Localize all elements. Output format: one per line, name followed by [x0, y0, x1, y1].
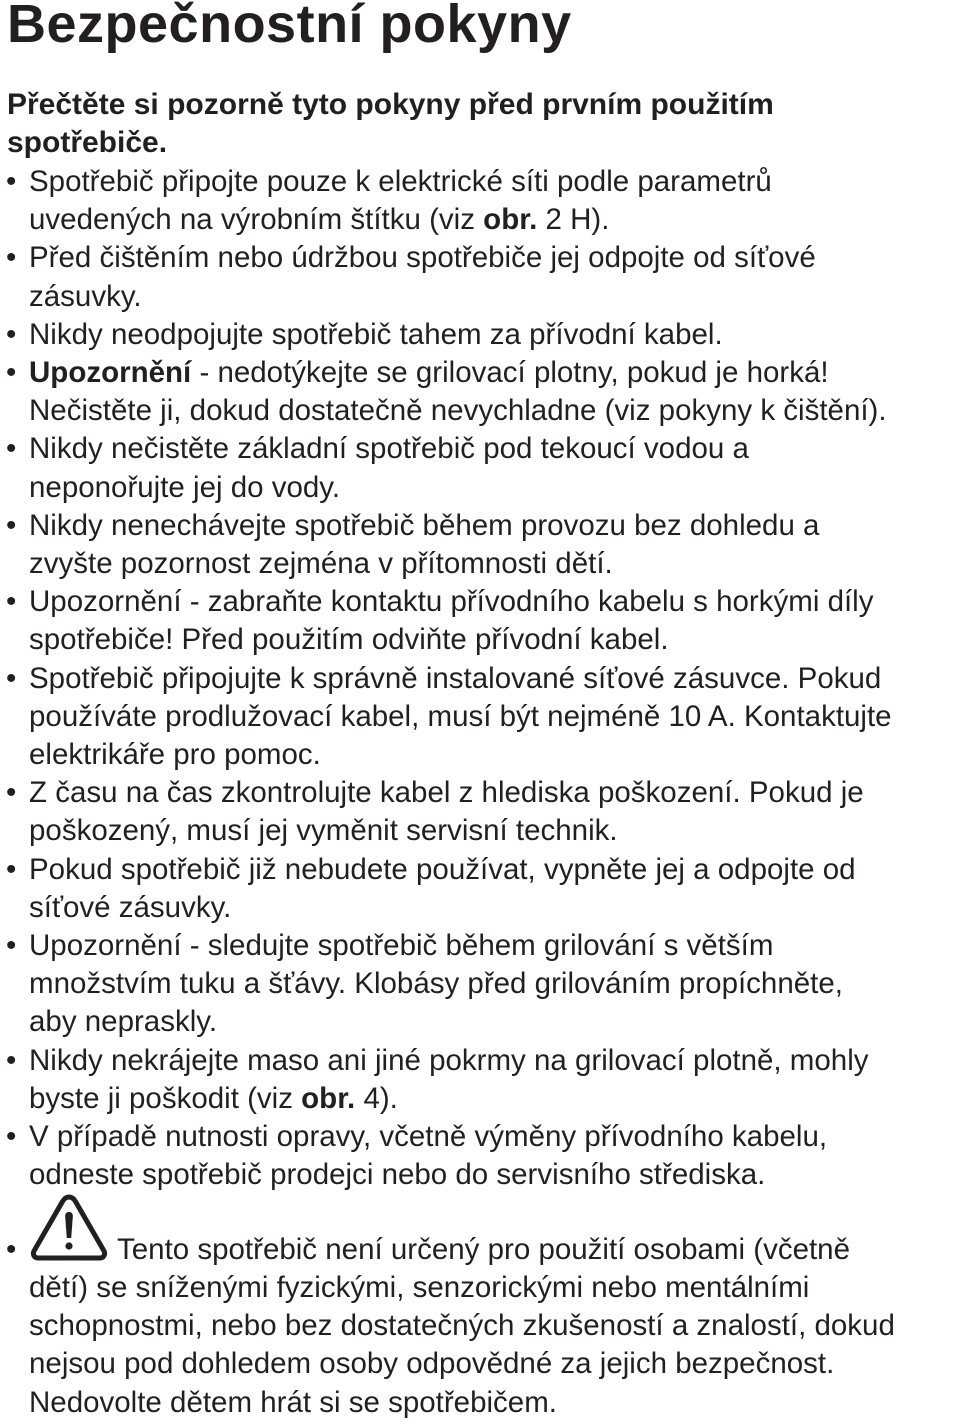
item-line: zvyšte pozornost zejména v přítomnosti dětí. — [29, 547, 613, 581]
bullet: • — [6, 929, 17, 963]
warning-notice — [0, 1193, 960, 1422]
item-line: odneste spotřebič prodejci nebo do servisního střediska. — [29, 1158, 766, 1192]
bullet: • — [6, 1120, 17, 1154]
warning-body — [0, 1269, 960, 1422]
item-line: Z času na čas zkontrolujte kabel z hlediska poškození. Pokud je — [29, 776, 864, 810]
list-item — [0, 316, 960, 354]
bullet: • — [6, 585, 17, 619]
list-item — [0, 430, 960, 506]
item-text: 2 H). — [537, 203, 610, 237]
page-title: Bezpečnostní pokyny — [7, 0, 572, 54]
item-line: V případě nutnosti opravy, včetně výměny přívodního kabelu, — [29, 1120, 828, 1154]
list-item — [0, 660, 960, 775]
item-line: Nikdy nečistěte základní spotřebič pod tekoucí vodou a — [29, 432, 749, 466]
item-line: zásuvky. — [29, 279, 142, 313]
figure-ref: obr. — [301, 1081, 356, 1115]
item-line: používáte prodlužovací kabel, musí být nejméně 10 A. Kontaktujte — [29, 699, 892, 733]
item-line: Upozornění - zabraňte kontaktu přívodního kabelu s horkými díly — [29, 585, 874, 619]
warning-line: nejsou pod dohledem osoby odpovědné za jejich bezpečnost. — [29, 1347, 835, 1381]
item-text: byste ji poškodit (viz — [29, 1081, 302, 1115]
list-item — [0, 1118, 960, 1194]
warning-line: Nedovolte dětem hrát si se spotřebičem. — [29, 1385, 557, 1419]
bullet: • — [6, 1043, 17, 1077]
bullet: • — [6, 165, 17, 198]
warning-text: Tento spotřebič není určený pro použití osobami (včetně — [117, 1233, 850, 1266]
list-item — [0, 927, 960, 1042]
item-line: síťové zásuvky. — [29, 890, 232, 924]
list-item — [0, 507, 960, 583]
bullet: • — [6, 776, 17, 810]
safety-list — [0, 163, 960, 1194]
item-line: Pokud spotřebič již nebudete používat, vypněte jej a odpojte od — [29, 852, 856, 886]
intro-line: Přečtěte si pozorně tyto pokyny před prvním použitím — [7, 88, 774, 121]
bullet: • — [6, 241, 17, 275]
bullet: • — [6, 661, 17, 695]
item-line — [29, 354, 960, 392]
list-item — [0, 851, 960, 927]
figure-ref: obr. — [483, 203, 538, 237]
item-line: Nečistěte ji, dokud dostatečně nevychladne (viz pokyny k čištění). — [29, 394, 887, 428]
bullet: • — [6, 317, 17, 351]
list-item — [0, 583, 960, 659]
item-line: Nikdy nenechávejte spotřebič během provozu bez dohledu a — [29, 508, 820, 542]
warning-triangle-icon — [30, 1193, 108, 1263]
item-line — [29, 201, 960, 239]
item-line — [29, 1080, 960, 1118]
intro-line: spotřebiče. — [7, 126, 168, 160]
item-line: Spotřebič připojujte k správně instalované síťové zásuvce. Pokud — [29, 661, 882, 695]
item-line: poškozený, musí jej vyměnit servisní technik. — [29, 814, 618, 848]
list-item — [0, 774, 960, 850]
item-line: Nikdy nekrájejte maso ani jiné pokrmy na grilovací plotně, mohly — [29, 1043, 869, 1077]
item-line: neponořujte jej do vody. — [29, 470, 341, 504]
bullet: • — [6, 1233, 17, 1266]
item-text: 4). — [355, 1081, 398, 1115]
item-line: elektrikáře pro pomoc. — [29, 738, 321, 772]
item-line: spotřebiče! Před použitím odviňte přívodní kabel. — [29, 623, 669, 657]
bullet: • — [6, 508, 17, 542]
warning-line: dětí) se sníženými fyzickými, senzorickými nebo mentálními — [29, 1271, 810, 1304]
list-item — [0, 1042, 960, 1118]
bullet: • — [6, 356, 17, 390]
item-text: - nedotýkejte se grilovací plotny, pokud je horká! — [191, 356, 829, 390]
item-line: Před čištěním nebo údržbou spotřebiče jej odpojte od síťové — [29, 241, 816, 275]
item-text: uvedených na výrobním štítku (viz — [29, 203, 484, 237]
warning-first-line — [0, 1193, 960, 1269]
item-line: Upozornění - sledujte spotřebič během grilování s větším — [29, 929, 774, 963]
warning-line: schopnostmi, nebo bez dostatečných zkušeností a znalostí, dokud — [29, 1309, 895, 1343]
list-item — [0, 239, 960, 315]
list-item — [0, 354, 960, 430]
bullet: • — [6, 852, 17, 886]
item-line: Spotřebič připojte pouze k elektrické síti podle parametrů — [29, 165, 772, 198]
item-line: množstvím tuku a šťávy. Klobásy před grilováním propíchněte, — [29, 967, 843, 1001]
list-item — [0, 163, 960, 239]
warning-label: Upozornění — [29, 356, 192, 390]
item-line: aby nepraskly. — [29, 1005, 218, 1039]
item-line: Nikdy neodpojujte spotřebič tahem za přívodní kabel. — [29, 317, 723, 351]
bullet: • — [6, 432, 17, 466]
intro-text — [7, 86, 907, 162]
